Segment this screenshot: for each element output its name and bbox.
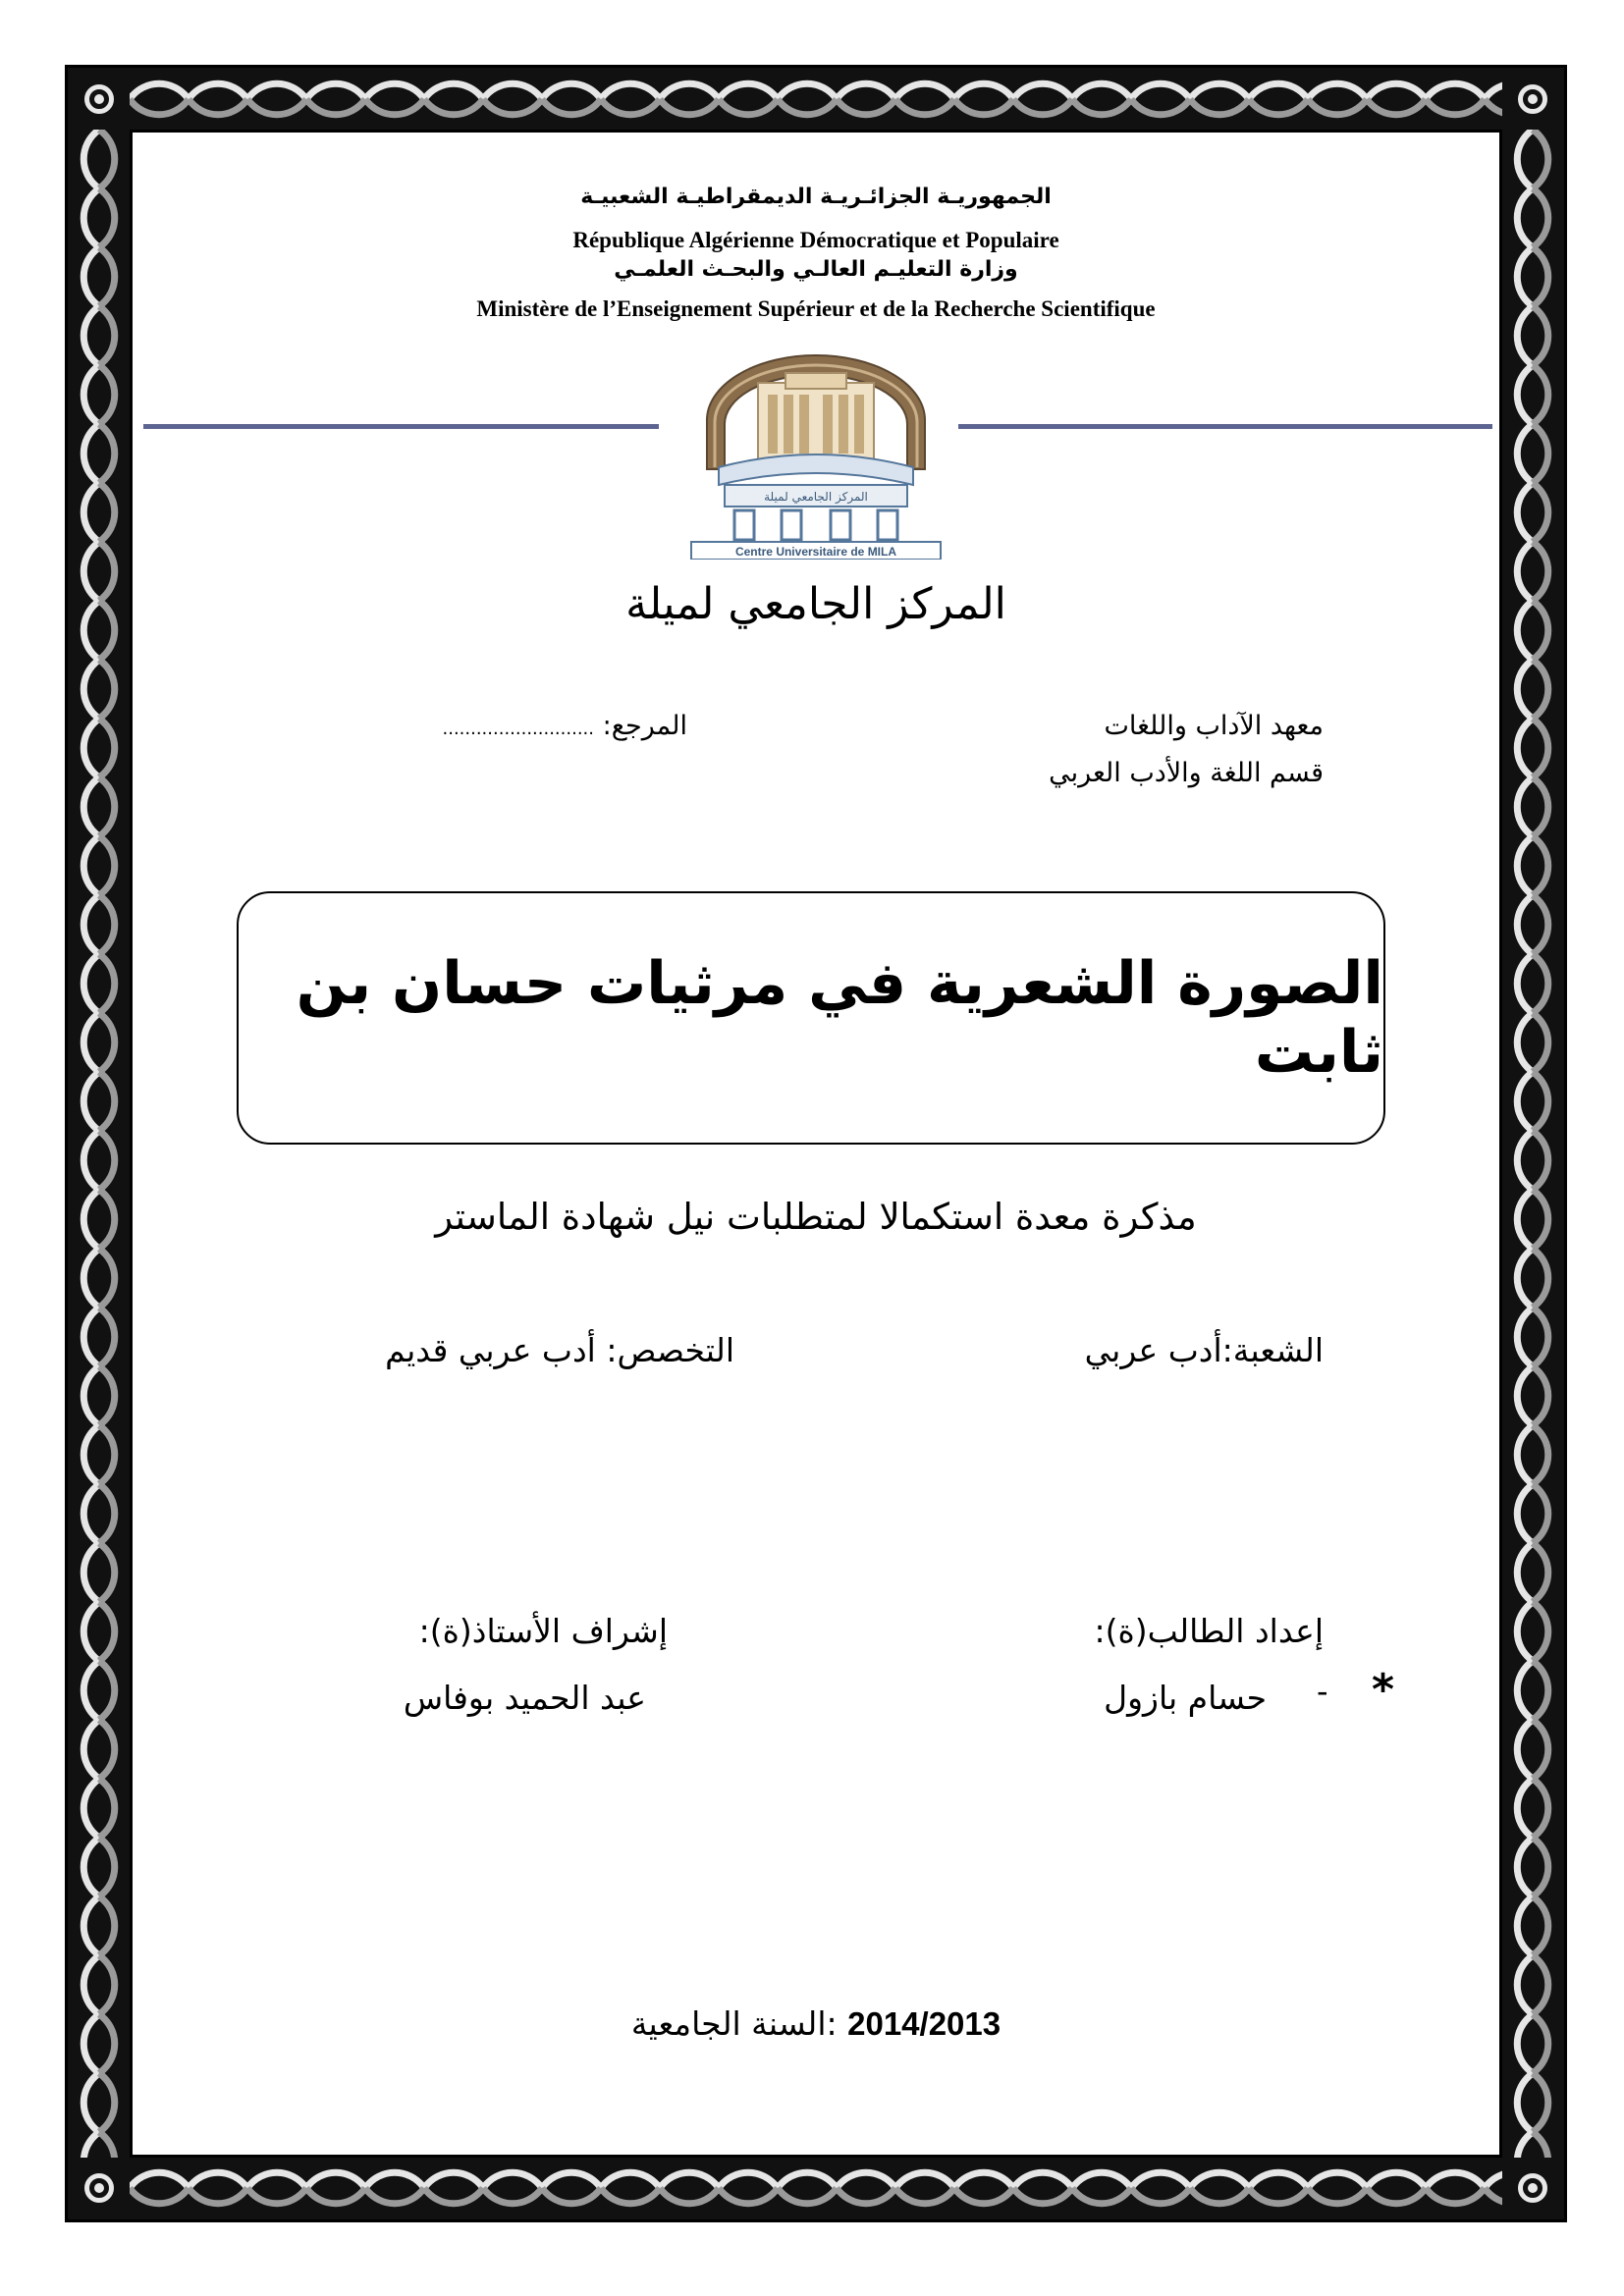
border-corner-top-left	[71, 71, 128, 128]
branch-label: الشعبة:أدب عربي	[1084, 1331, 1324, 1369]
border-band-bottom	[130, 2160, 1502, 2216]
university-logo	[689, 351, 943, 560]
student-dash: -	[1317, 1673, 1328, 1710]
republic-french: République Algérienne Démocratique et Populaire	[572, 228, 1059, 252]
logo-caption: Centre Universitaire de MILA	[734, 545, 897, 559]
reference-label: المرجع:	[602, 711, 687, 741]
supervisor-label: إشراف الأستاذ(ة):	[418, 1612, 668, 1650]
specialty-label: التخصص: أدب عربي قديم	[385, 1331, 734, 1369]
student-name: حسام بازول	[1104, 1679, 1267, 1717]
logo-banner-text: المركز الجامعي لميلة	[764, 490, 868, 504]
student-bullet: *	[1372, 1665, 1395, 1715]
academic-year-label: السنة الجامعية:	[630, 2004, 838, 2043]
border-corner-bottom-left	[71, 2160, 128, 2216]
republic-arabic: الجمهوريـة الجزائـريـة الديمقراطيـة الشعبيـة	[580, 185, 1052, 209]
institute-name: معهد الآداب واللغات	[1104, 711, 1324, 741]
border-band-top	[130, 71, 1502, 128]
reference-value: ...........................	[442, 719, 594, 739]
supervisor-name: عبد الحميد بوفاس	[403, 1679, 646, 1717]
ministry-arabic: وزارة التعليـم العالـي والبحـث العلمـي	[614, 257, 1018, 282]
border-band-left	[71, 130, 128, 2158]
cover-page	[130, 130, 1502, 2158]
academic-year	[130, 2004, 1502, 2043]
ministry-french: Ministère de l’Enseignement Supérieur et de la Recherche Scientifique	[476, 296, 1156, 321]
header-rule-right	[958, 424, 1492, 429]
thesis-title: الصورة الشعرية في مرثيات حسان بن ثابت	[296, 949, 1383, 1087]
thesis-title-box	[237, 891, 1385, 1145]
border-corner-bottom-right	[1504, 2160, 1561, 2216]
department-name: قسم اللغة والأدب العربي	[1049, 758, 1324, 788]
student-label: إعداد الطالب(ة):	[1094, 1612, 1324, 1650]
thesis-subtitle: مذكرة معدة استكمالا لمتطلبات نيل شهادة الماستر	[435, 1196, 1197, 1238]
border-band-right	[1504, 130, 1561, 2158]
university-name: المركز الجامعي لميلة	[625, 579, 1006, 629]
reference-line	[443, 711, 688, 741]
border-corner-top-right	[1504, 71, 1561, 128]
academic-year-value: 2014/2013	[847, 2005, 1001, 2042]
header-rule-left	[143, 424, 659, 429]
